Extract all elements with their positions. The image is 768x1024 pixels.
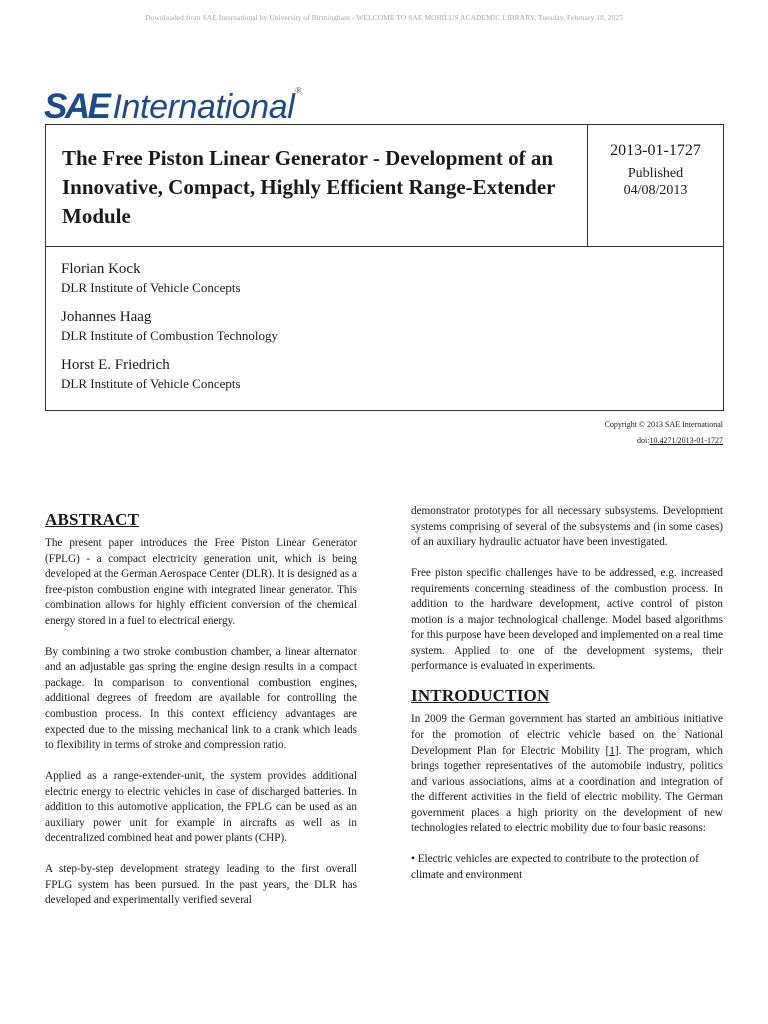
introduction-paragraph xyxy=(411,712,723,836)
author-entry xyxy=(61,356,278,392)
author-name: Johannes Haag xyxy=(61,309,152,325)
left-column xyxy=(45,508,357,924)
doi-prefix: doi: xyxy=(636,436,650,445)
author-entry xyxy=(61,260,278,296)
paper-meta-cell xyxy=(588,125,723,247)
author-affiliation: DLR Institute of Combustion Technology xyxy=(61,328,278,343)
published-date: 04/08/2013 xyxy=(623,183,688,198)
right-column xyxy=(411,504,723,899)
abstract-paragraph: A step-by-step development strategy leading to the first overall FPLG system has been pursued. In the past years, the DLR has developed and experimentally verified several xyxy=(45,863,357,907)
abstract-paragraph: By combining a two stroke combustion chamber, a linear alternator and an adjustable gas spring the engine design results in a compact package. In comparison to conventional combustion engines, additional degrees of freedom are available for controlling the combustion process. In this context efficiency advantages are expected due to the missing mechanical link to a crank which leads to flexibility in terms of stroke and compression ratio. xyxy=(45,645,357,752)
author-entry xyxy=(61,308,278,344)
abstract-paragraph: Free piston specific challenges have to be addressed, e.g. increased requirements concerning steadiness of the combustion process. In addition to the hardware development, active control of piston motion is a major technological challenge. Model based algorithms for this purpose have been developed and implemented on a real time system. Applied to one of the development systems, their performance is evaluated in experiments. xyxy=(411,567,723,673)
published-label: Published xyxy=(627,166,684,181)
author-affiliation: DLR Institute of Vehicle Concepts xyxy=(61,376,241,391)
abstract-paragraph: demonstrator prototypes for all necessary subsystems. Development systems comprising of several of the subsystems and (in some cases) of an auxiliary hydraulic actuator have been investigated. xyxy=(411,505,723,549)
intro-text-start: In 2009 the German government has started an ambitious initiative for the promotion of electric vehicle based on the National Development Plan for Electric Mobility [ xyxy=(411,713,723,757)
authors-list xyxy=(61,260,278,404)
copyright-block xyxy=(604,417,723,449)
abstract-heading: ABSTRACT xyxy=(45,510,140,529)
copyright-line: Copyright © 2013 SAE International xyxy=(604,420,723,429)
author-affiliation: DLR Institute of Vehicle Concepts xyxy=(61,280,241,295)
author-name: Florian Kock xyxy=(61,261,141,277)
paper-header-box xyxy=(45,124,724,411)
author-name: Horst E. Friedrich xyxy=(61,357,170,373)
paper-number: 2013-01-1727 xyxy=(610,142,701,159)
doi-link[interactable]: 10.4271/2013-01-1727 xyxy=(649,436,723,445)
download-banner: Downloaded from SAE International by University of Birmingham - WELCOME TO SAE MOBILUS ACADEMIC LIBRARY, Tuesday, February 18, 2025 xyxy=(145,13,623,22)
paper-title: The Free Piston Linear Generator - Development of an Innovative, Compact, Highly Efficient Range-Extender Module xyxy=(62,146,556,228)
sae-international-logo xyxy=(44,84,301,124)
logo-sae-text: SAE xyxy=(44,87,109,126)
abstract-paragraph: Applied as a range-extender-unit, the system provides additional electric energy to electric vehicles in case of discharged batteries. In addition to this automotive application, the FPLG can be used as an auxiliary power unit for example in aircrafts as well as in decentralized combined heat and power plants (CHP). xyxy=(45,770,357,845)
doi-line xyxy=(604,433,723,449)
logo-international-text: International xyxy=(112,88,295,126)
abstract-paragraph: The present paper introduces the Free Piston Linear Generator (FPLG) - a compact electricity generation unit, which is being developed at the German Aerospace Center (DLR). It is designed as a free-piston combustion engine with integrated linear generator. This combination allows for highly efficient conversion of the chemical energy stored in a fuel to electrical energy. xyxy=(45,537,357,627)
logo-registered-mark: ® xyxy=(295,86,302,95)
introduction-heading: INTRODUCTION xyxy=(411,686,550,706)
reference-link[interactable]: 1 xyxy=(609,744,615,757)
intro-text-end: ]. The program, which brings together representatives of the automobile industry, politics and various associations, aims at a coordination and integration of the different activities in the field of electric mobility. The German government places a high priority on the development of new technologies related to electric mobility due to four basic reasons: xyxy=(411,744,723,835)
bullet-item: • Electric vehicles are expected to contribute to the protection of climate and environment xyxy=(411,853,699,881)
title-cell xyxy=(46,125,588,247)
